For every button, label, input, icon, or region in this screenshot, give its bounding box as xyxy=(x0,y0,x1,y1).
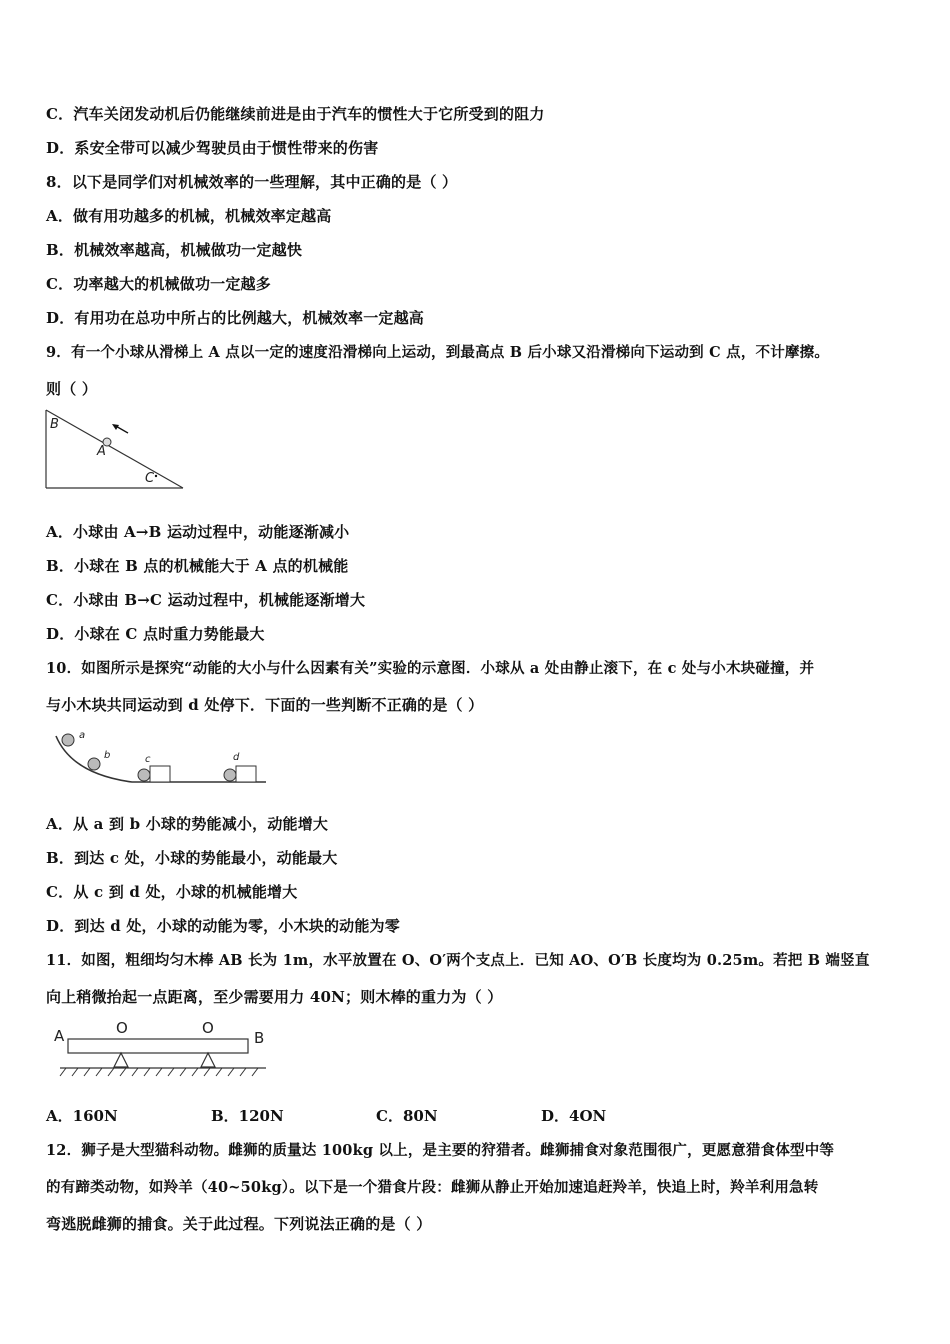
q10-option-c: C．从 c 到 d 处，小球的机械能增大 xyxy=(46,883,298,901)
ball-at-d xyxy=(224,769,236,781)
ground-hatching xyxy=(60,1068,258,1076)
q11-stem-line2: 向上稍微抬起一点距离，至少需要用力 40N；则木棒的重力为（ ） xyxy=(46,988,503,1006)
point-b-label: B xyxy=(50,417,59,432)
q11-option-c: C．80N xyxy=(376,1107,438,1125)
support-o-label: O xyxy=(116,1019,128,1037)
point-d-label: d xyxy=(233,752,240,763)
point-b-label: b xyxy=(104,750,111,761)
point-a-label: a xyxy=(79,730,86,741)
q11-stem-line1: 11．如图，粗细均匀木棒 AB 长为 1m，水平放置在 O、O′两个支点上．已知 AO、O′B 长度均为 0.25m。若把 B 端竖直 xyxy=(46,952,870,969)
support-o-prime-label: O xyxy=(202,1019,214,1037)
support-o-prime xyxy=(201,1053,215,1067)
point-c-dot xyxy=(155,475,157,477)
ball-at-a xyxy=(62,734,74,746)
q12-stem-line3: 弯逃脱雌狮的捕食。关于此过程。下列说法正确的是（ ） xyxy=(46,1215,432,1233)
q8-option-b: B．机械效率越高，机械做功一定越快 xyxy=(46,241,303,259)
point-a-label: A xyxy=(97,444,106,459)
q8-option-c: C．功率越大的机械做功一定越多 xyxy=(46,275,271,293)
q7-option-d: D．系安全带可以减少驾驶员由于惯性带来的伤害 xyxy=(46,139,379,157)
q10-stem-line2: 与小木块共同运动到 d 处停下．下面的一些判断不正确的是（ ） xyxy=(46,696,484,714)
q10-option-b: B．到达 c 处，小球的势能最小，动能最大 xyxy=(46,849,338,867)
q7-option-c: C．汽车关闭发动机后仍能继续前进是由于汽车的惯性大于它所受到的阻力 xyxy=(46,105,545,123)
wooden-beam xyxy=(68,1039,248,1053)
end-a-label: A xyxy=(54,1027,65,1045)
q10-option-a: A．从 a 到 b 小球的势能减小，动能增大 xyxy=(46,815,329,833)
q12-stem-line2: 的有蹄类动物，如羚羊（40~50kg）。以下是一个猎食片段：雌狮从静止开始加速追赶羚羊，快追上时，羚羊利用急转 xyxy=(46,1179,819,1196)
wood-block-at-d xyxy=(236,766,256,782)
q10-option-d: D．到达 d 处，小球的动能为零，小木块的动能为零 xyxy=(46,917,400,935)
q10-stem-line1: 10．如图所示是探究“动能的大小与什么因素有关”实验的示意图．小球从 a 处由静止滚下，在 c 处与小木块碰撞，并 xyxy=(46,660,815,677)
ball-at-b xyxy=(88,758,100,770)
wood-block-at-c xyxy=(150,766,170,782)
q8-option-d: D．有用功在总功中所占的比例越大，机械效率一定越高 xyxy=(46,309,425,327)
point-c-label: C xyxy=(145,471,155,486)
q12-stem-line1: 12．狮子是大型猫科动物。雌狮的质量达 100kg 以上，是主要的狩猎者。雌狮捕食对象范围很广，更愿意猎食体型中等 xyxy=(46,1142,835,1159)
end-b-label: B xyxy=(254,1029,265,1047)
q11-option-a: A．160N xyxy=(46,1107,118,1125)
q9-option-b: B．小球在 B 点的机械能大于 A 点的机械能 xyxy=(46,557,349,575)
support-o xyxy=(114,1053,128,1067)
q9-option-a: A．小球由 A→B 运动过程中，动能逐渐减小 xyxy=(46,523,350,541)
q9-option-c: C．小球由 B→C 运动过程中，机械能逐渐增大 xyxy=(46,591,366,609)
q10-ramp-figure xyxy=(52,726,272,790)
q9-slope-figure xyxy=(44,408,189,492)
q11-option-d: D．4ON xyxy=(541,1107,607,1125)
slope-incline xyxy=(46,410,183,488)
q8-stem: 8．以下是同学们对机械效率的一些理解，其中正确的是（ ） xyxy=(46,173,458,191)
q8-option-a: A．做有用功越多的机械，机械效率定越高 xyxy=(46,207,332,225)
ball-at-c xyxy=(138,769,150,781)
q9-stem-line2: 则（ ） xyxy=(46,380,98,398)
q11-beam-figure xyxy=(52,1016,274,1082)
q11-option-b: B．120N xyxy=(211,1107,284,1125)
q9-stem-line1: 9．有一个小球从滑梯上 A 点以一定的速度沿滑梯向上运动，到最高点 B 后小球又沿滑梯向下运动到 C 点，不计摩擦。 xyxy=(46,344,830,361)
q9-option-d: D．小球在 C 点时重力势能最大 xyxy=(46,625,265,643)
point-c-label: c xyxy=(145,754,151,765)
